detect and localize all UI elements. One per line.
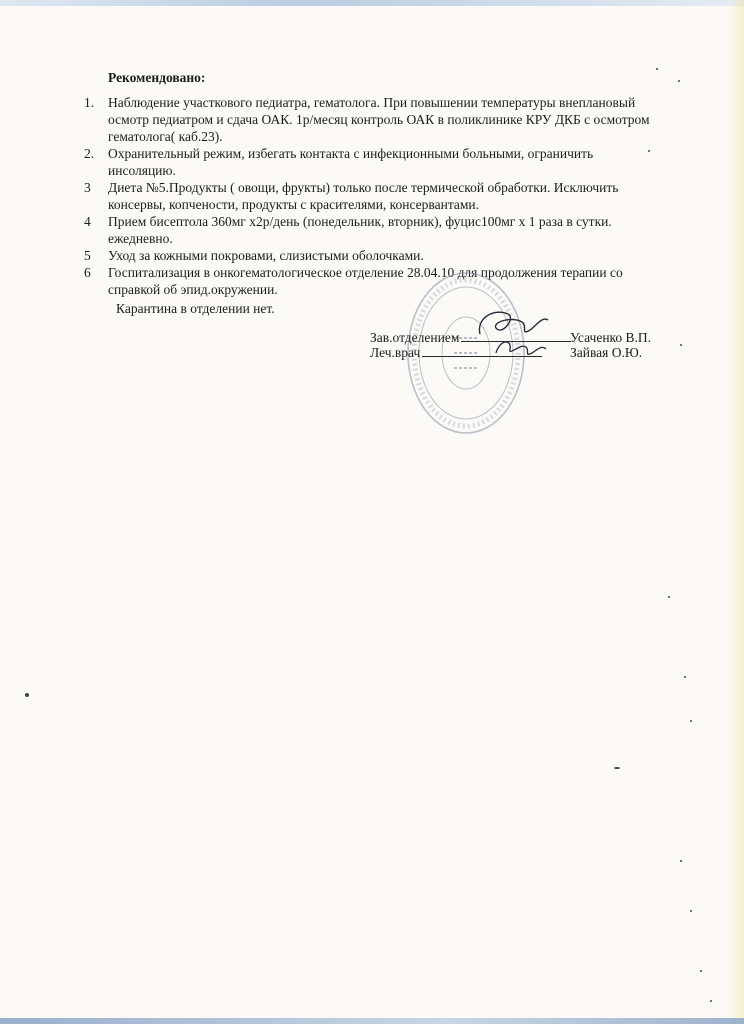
signature-role: Зав.отделением <box>370 330 460 345</box>
handwritten-signature-physician <box>490 335 550 361</box>
scan-speck <box>700 970 702 972</box>
list-item-text: Наблюдение участкового педиатра, гематолога. При повышении температуры внеплановый осмотр педиатром и сдача ОАК. 1р/месяц контроль ОАК в поликлинике КРУ ДКБ с осмотром гематолога( каб.23). <box>108 95 650 144</box>
scan-speck <box>684 676 686 678</box>
signature-name: Усаченко В.П. <box>570 330 652 345</box>
scan-speck <box>678 80 680 82</box>
scan-speck <box>25 693 29 697</box>
scan-edge-right <box>728 0 744 1024</box>
list-item-number: 4 <box>84 214 91 229</box>
scan-speck <box>680 344 682 346</box>
list-item <box>84 247 664 264</box>
list-item-number: 6 <box>84 265 91 280</box>
list-item-text: Диета №5.Продукты ( овощи, фрукты) только после термической обработки. Исключить консервы, копчености, продукты с красителями, консервантами. <box>108 180 619 212</box>
signature-name: Зайвая О.Ю. <box>570 345 643 360</box>
scan-speck <box>680 860 682 862</box>
signature-role: Леч.врач <box>370 345 421 360</box>
list-item <box>84 264 664 298</box>
scan-speck <box>656 68 658 70</box>
scan-speck <box>648 150 650 152</box>
signature-name-head <box>570 330 651 346</box>
recommendations-list <box>84 94 664 298</box>
scan-edge-bottom <box>0 1018 744 1024</box>
list-item <box>84 213 664 247</box>
list-item-text: Прием бисептола 360мг х2р/день (понедельник, вторник), фуцис100мг х 1 раза в сутки. ежедневно. <box>108 214 612 246</box>
list-item <box>84 145 664 179</box>
scan-speck <box>710 1000 712 1002</box>
signature-name-physician <box>570 345 642 361</box>
recommendations-heading: Рекомендовано: <box>108 70 206 85</box>
scan-edge-top <box>0 0 744 6</box>
list-item-number: 3 <box>84 180 91 195</box>
list-item-text: Госпитализация в онкогематологическое отделение 28.04.10 для продолжения терапии со справкой об эпид.окружении. <box>108 265 623 297</box>
list-item-number: 2. <box>84 146 95 161</box>
quarantine-note: Карантина в отделении нет. <box>116 301 275 316</box>
list-item-text: Уход за кожными покровами, слизистыми оболочками. <box>108 248 424 263</box>
list-item <box>84 94 664 145</box>
scan-speck <box>690 720 692 722</box>
scan-speck <box>614 767 620 769</box>
list-item-text: Охранительный режим, избегать контакта с инфекционными больными, ограничить инсоляцию. <box>108 146 594 178</box>
list-item-number: 5 <box>84 248 91 263</box>
scan-speck <box>690 910 692 912</box>
list-item-number: 1. <box>84 95 95 110</box>
scan-speck <box>668 596 670 598</box>
list-item <box>84 179 664 213</box>
